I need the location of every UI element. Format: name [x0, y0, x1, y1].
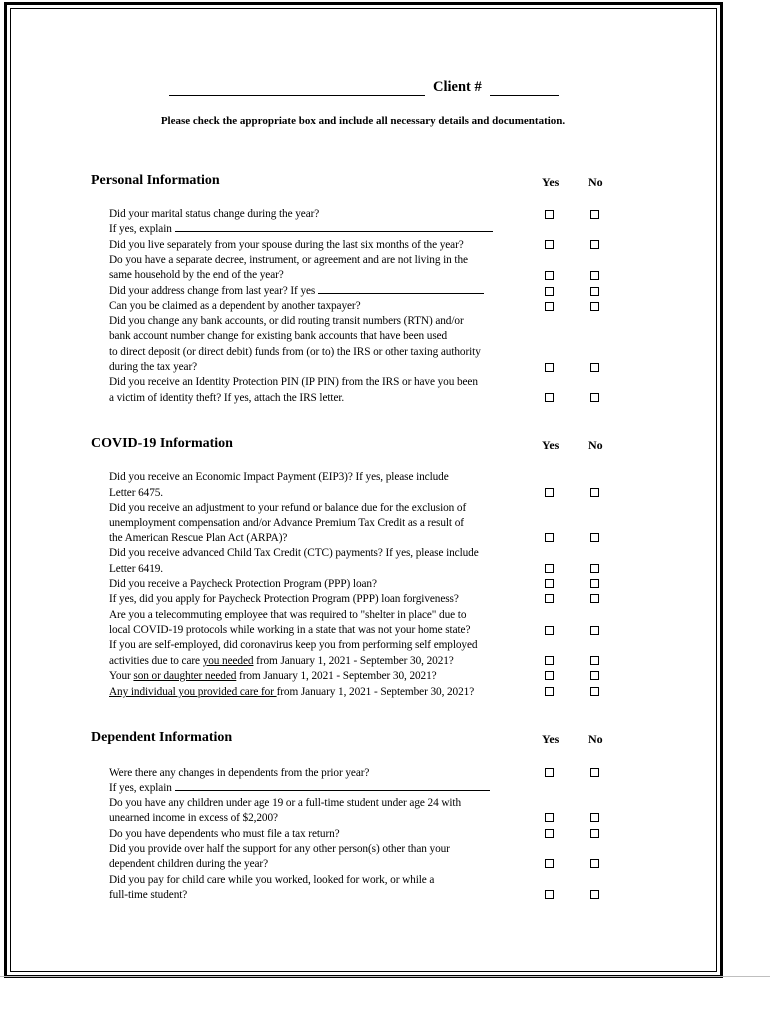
page-bottom-rule: [0, 976, 770, 977]
question-text: If you are self-employed, did coronavirus keep you from performing self employed: [109, 639, 478, 651]
no-checkbox[interactable]: [590, 271, 599, 280]
question-text: activities due to care: [109, 655, 203, 667]
no-checkbox[interactable]: [590, 363, 599, 372]
yes-checkbox[interactable]: [545, 363, 554, 372]
yes-checkbox[interactable]: [545, 240, 554, 249]
question-text: Did your address change from last year? If yes: [109, 285, 316, 297]
new-address-field[interactable]: [318, 284, 484, 294]
column-yes-header: Yes: [542, 732, 560, 746]
no-checkbox[interactable]: [590, 302, 599, 311]
no-checkbox[interactable]: [590, 488, 599, 497]
underlined-text: you needed: [202, 655, 254, 667]
client-header: [169, 79, 559, 96]
client-name-field[interactable]: [169, 81, 425, 96]
question-text: from January 1, 2021 - September 30, 2021?: [253, 655, 454, 667]
underlined-text: Any individual you provided care for: [109, 686, 277, 698]
question-text: Did you pay for child care while you worked, looked for work, or while a: [109, 874, 435, 886]
question-text: Were there any changes in dependents from the prior year?: [109, 767, 370, 779]
question-text: Did you change any bank accounts, or did routing transit numbers (RTN) and/or: [109, 315, 464, 327]
client-number-field[interactable]: [490, 81, 559, 96]
question-text: Did you receive an Economic Impact Payment (EIP3)? If yes, please include: [109, 471, 449, 483]
yes-checkbox[interactable]: [545, 302, 554, 311]
client-number-label: Client #: [433, 79, 482, 95]
question-text: If yes, did you apply for Paycheck Protection Program (PPP) loan forgiveness?: [109, 593, 459, 605]
yes-checkbox[interactable]: [545, 210, 554, 219]
no-checkbox[interactable]: [590, 240, 599, 249]
no-checkbox[interactable]: [590, 594, 599, 603]
yes-checkbox[interactable]: [545, 533, 554, 542]
yes-checkbox[interactable]: [545, 271, 554, 280]
question-text: Are you a telecommuting employee that was required to "shelter in place" due to: [109, 609, 467, 621]
column-no-header: No: [588, 175, 603, 189]
no-checkbox[interactable]: [590, 813, 599, 822]
question-text: from January 1, 2021 - September 30, 2021?: [276, 686, 475, 698]
question-text: Did you receive a Paycheck Protection Program (PPP) loan?: [109, 578, 377, 590]
section-title-dependent: Dependent Information: [91, 730, 233, 745]
yes-checkbox[interactable]: [545, 564, 554, 573]
no-checkbox[interactable]: [590, 210, 599, 219]
no-checkbox[interactable]: [590, 656, 599, 665]
question-text: during the tax year?: [109, 361, 198, 373]
question-text: unearned income in excess of $2,200?: [109, 812, 278, 824]
yes-checkbox[interactable]: [545, 890, 554, 899]
no-checkbox[interactable]: [590, 564, 599, 573]
question-text: unemployment compensation and/or Advance Premium Tax Credit as a result of: [109, 517, 464, 529]
question-text: Did you provide over half the support for any other person(s) other than your: [109, 843, 450, 855]
yes-checkbox[interactable]: [545, 671, 554, 680]
no-checkbox[interactable]: [590, 768, 599, 777]
question-text: [109, 685, 474, 700]
question-text: the American Rescue Plan Act (ARPA)?: [109, 532, 288, 544]
yes-checkbox[interactable]: [545, 687, 554, 696]
no-checkbox[interactable]: [590, 829, 599, 838]
question-text: [109, 284, 484, 299]
question-text: Did you receive an adjustment to your refund or balance due for the exclusion of: [109, 502, 467, 514]
no-checkbox[interactable]: [590, 393, 599, 402]
yes-checkbox[interactable]: [545, 488, 554, 497]
no-checkbox[interactable]: [590, 533, 599, 542]
no-checkbox[interactable]: [590, 859, 599, 868]
section-title-covid: COVID-19 Information: [91, 436, 233, 451]
question-text: a victim of identity theft? If yes, attach the IRS letter.: [109, 392, 345, 404]
question-text: Do you have dependents who must file a tax return?: [109, 828, 340, 840]
explain-field[interactable]: [175, 222, 493, 232]
question-text: dependent children during the year?: [109, 858, 268, 870]
yes-checkbox[interactable]: [545, 594, 554, 603]
no-checkbox[interactable]: [590, 890, 599, 899]
question-text: to direct deposit (or direct debit) funds from (or to) the IRS or other taxing authority: [109, 346, 481, 358]
question-text: bank account number change for existing bank accounts that have been used: [109, 330, 448, 342]
yes-checkbox[interactable]: [545, 813, 554, 822]
question-text: If yes, explain: [109, 782, 172, 794]
question-text: [109, 781, 490, 796]
column-no-header: No: [588, 438, 603, 452]
question-text: local COVID-19 protocols while working in a state that was not your home state?: [109, 624, 471, 636]
column-no-header: No: [588, 732, 603, 746]
no-checkbox[interactable]: [590, 579, 599, 588]
column-yes-header: Yes: [542, 438, 560, 452]
yes-checkbox[interactable]: [545, 393, 554, 402]
question-text: full-time student?: [109, 889, 188, 901]
question-text: Did you live separately from your spouse during the last six months of the year?: [109, 239, 464, 251]
question-text: Do you have any children under age 19 or a full-time student under age 24 with: [109, 797, 462, 809]
no-checkbox[interactable]: [590, 626, 599, 635]
question-text: Did your marital status change during the year?: [109, 208, 320, 220]
question-text: Letter 6475.: [109, 487, 164, 499]
explain-field[interactable]: [175, 781, 490, 791]
yes-checkbox[interactable]: [545, 829, 554, 838]
question-text: Letter 6419.: [109, 563, 164, 575]
yes-checkbox[interactable]: [545, 656, 554, 665]
question-text: [109, 669, 437, 684]
no-checkbox[interactable]: [590, 287, 599, 296]
question-text: Can you be claimed as a dependent by another taxpayer?: [109, 300, 361, 312]
question-text: [109, 654, 454, 669]
section-title-personal: Personal Information: [91, 173, 220, 188]
question-text: [109, 222, 493, 237]
yes-checkbox[interactable]: [545, 859, 554, 868]
question-text: from January 1, 2021 - September 30, 2021?: [236, 670, 437, 682]
underlined-text: son or daughter needed: [133, 670, 237, 682]
yes-checkbox[interactable]: [545, 768, 554, 777]
question-text: Do you have a separate decree, instrument, or agreement and are not living in the: [109, 254, 468, 266]
question-text: same household by the end of the year?: [109, 269, 284, 281]
yes-checkbox[interactable]: [545, 287, 554, 296]
no-checkbox[interactable]: [590, 687, 599, 696]
yes-checkbox[interactable]: [545, 626, 554, 635]
yes-checkbox[interactable]: [545, 579, 554, 588]
column-yes-header: Yes: [542, 175, 560, 189]
question-text: Did you receive an Identity Protection PIN (IP PIN) from the IRS or have you been: [109, 376, 478, 388]
question-text: Did you receive advanced Child Tax Credit (CTC) payments? If yes, please include: [109, 547, 479, 559]
question-text: Your: [109, 670, 134, 682]
no-checkbox[interactable]: [590, 671, 599, 680]
instructions: Please check the appropriate box and include all necessary details and documentation.: [160, 115, 566, 127]
question-text: If yes, explain: [109, 223, 172, 235]
